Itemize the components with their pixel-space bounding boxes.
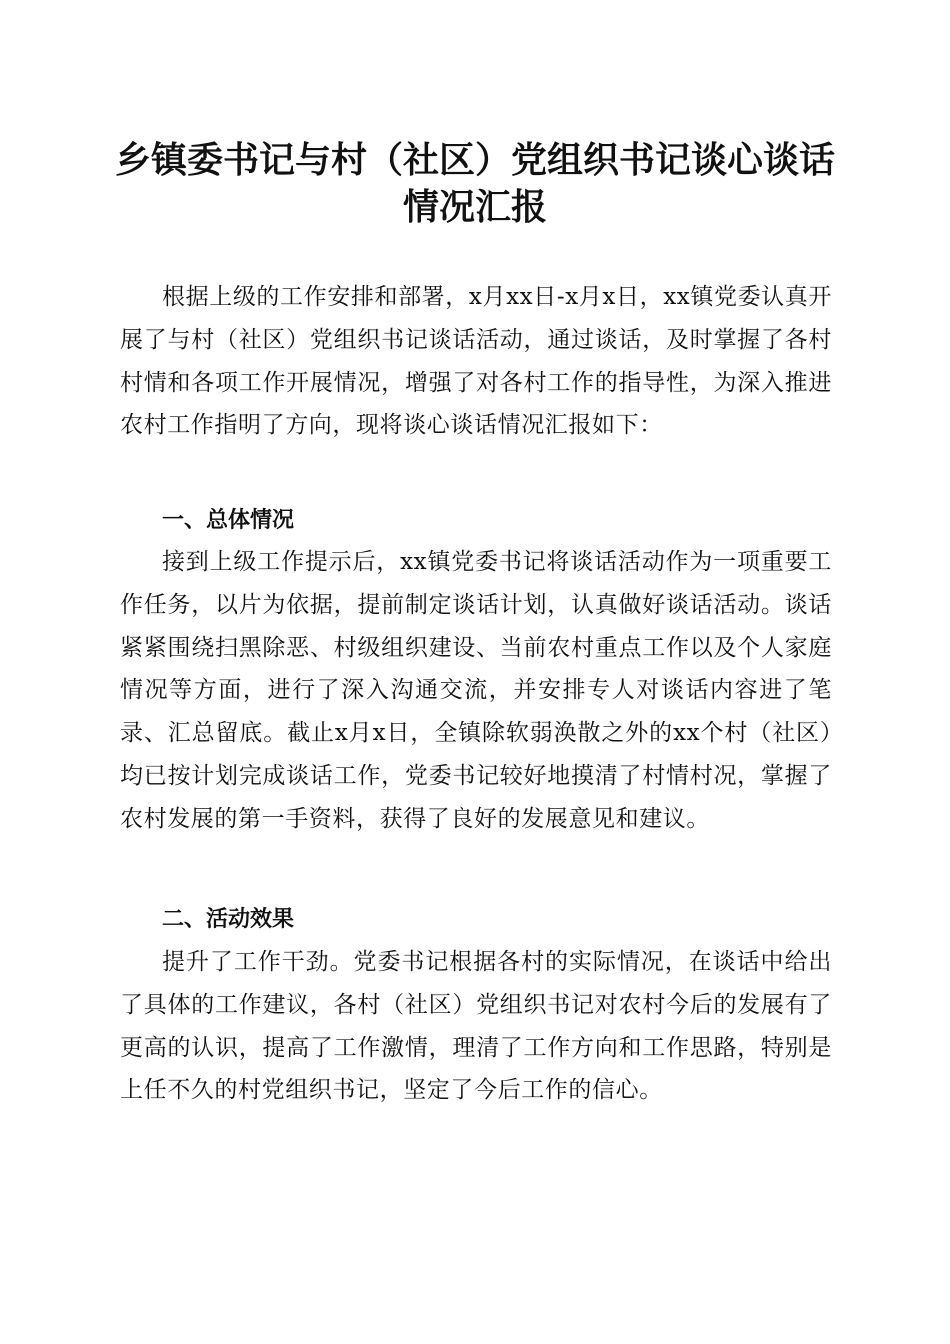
document-title-line-1: 乡镇委书记与村（社区）党组织书记谈心谈话	[114, 139, 835, 181]
section-paragraph-effects: 提升了工作干劲。党委书记根据各村的实际情况，在谈话中给出了具体的工作建议，各村（社区）党组织书记对农村今后的发展有了更高的认识，提高了工作激情，理清了工作方向和工作思路，特别是上任不久的村党组织书记，坚定了今后工作的信心。	[120, 949, 832, 1104]
intro-paragraph: 根据上级的工作安排和部署，x月xx日-x月x日，xx镇党委认真开展了与村（社区）党组织书记谈话活动，通过谈话，及时掌握了各村村情和各项工作开展情况，增强了对各村工作的指导性，为深入推进农村工作指明了方向，现将谈心谈话情况汇报如下：	[120, 284, 832, 439]
section-paragraph-overall: 接到上级工作提示后，xx镇党委书记将谈话活动作为一项重要工作任务，以片为依据，提前制定谈话计划，认真做好谈话活动。谈话紧紧围绕扫黑除恶、村级组织建设、当前农村重点工作以及个人家庭情况等方面，进行了深入沟通交流，并安排专人对谈话内容进了笔录、汇总留底。截止x月x日，全镇除软弱涣散之外的xx个村（社区）均已按计划完成谈话工作，党委书记较好地摸清了村情村况，掌握了农村发展的第一手资料，获得了良好的发展意见和建议。	[120, 549, 832, 832]
document-title-line-2: 情况汇报	[402, 186, 547, 228]
section-heading-effects: 二、活动效果	[162, 907, 295, 932]
section-heading-overall: 一、总体情况	[162, 508, 295, 533]
